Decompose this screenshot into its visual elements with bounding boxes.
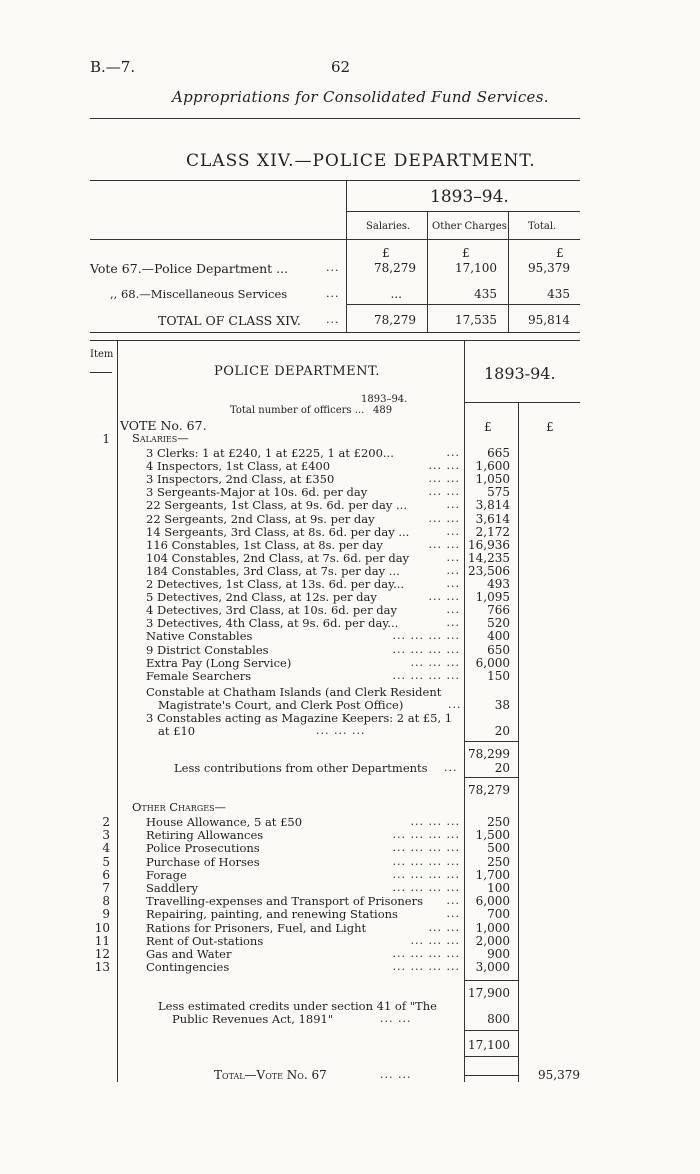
item-label: Item	[90, 349, 114, 360]
document-ref: B.—7.	[90, 58, 136, 76]
chatham-dots: ...	[448, 698, 462, 711]
other-charge-amount: 500	[487, 841, 510, 855]
item-number: 5	[102, 855, 110, 869]
salary-item-amount: 1,050	[475, 472, 510, 486]
vote-total-label: Total—Vote No. 67	[214, 1068, 327, 1082]
summary-row-dots: ...	[326, 261, 340, 274]
other-charge-text: Gas and Water	[146, 947, 232, 961]
item-number: 10	[94, 921, 110, 935]
page-number: 62	[331, 58, 351, 76]
less-contributions-dots: ...	[444, 761, 458, 774]
summary-total-rule	[346, 304, 580, 305]
item-number: 2	[102, 815, 110, 829]
officers-count: 489	[373, 405, 393, 416]
salary-item-text: 3 Detectives, 4th Class, at 9s. 6d. per day...	[146, 616, 399, 630]
less-credits-amount: 800	[487, 1012, 510, 1026]
other-charge-amount: 700	[487, 907, 510, 921]
vote-total-dots: ... ...	[380, 1068, 412, 1081]
less-credits-dots: ... ...	[380, 1012, 412, 1025]
other-charge-dots: ... ... ... ...	[392, 881, 460, 894]
other-charge-dots: ... ... ...	[410, 815, 460, 828]
other-charge-text: Forage	[146, 868, 187, 882]
other-net-bottom-rule	[464, 1056, 518, 1057]
magazine-amount: 20	[494, 724, 510, 738]
other-charge-amount: 1,500	[475, 828, 510, 842]
other-charge-dots: ...	[446, 907, 460, 920]
salary-item-text: 9 District Constables	[146, 643, 269, 657]
salary-item-amount: 2,172	[475, 525, 510, 539]
salary-item-text: Extra Pay (Long Service)	[146, 656, 292, 670]
salary-item-dots: ...	[446, 616, 460, 629]
other-charge-dots: ... ... ...	[410, 934, 460, 947]
other-charge-text: House Allowance, 5 at £50	[146, 815, 303, 829]
salary-item-text: Native Constables	[146, 629, 253, 643]
other-net-rule	[464, 1030, 518, 1031]
magazine-dots: ... ... ...	[316, 724, 366, 737]
salary-item-amount: 400	[487, 629, 510, 643]
salary-item-dots: ...	[446, 577, 460, 590]
vote-total-rule	[464, 1075, 518, 1076]
salary-item-amount: 1,095	[475, 590, 510, 604]
item-number: 13	[94, 960, 110, 974]
salary-item-text: 22 Sergeants, 1st Class, at 9s. 6d. per day ...	[146, 498, 407, 512]
other-charge-amount: 6,000	[475, 894, 510, 908]
vote-total-amount: 95,379	[538, 1068, 580, 1082]
other-charge-text: Police Prosecutions	[146, 841, 260, 855]
salary-item-amount: 150	[487, 669, 510, 683]
summary-row-label: Vote 67.—Police Department ...	[90, 261, 289, 276]
other-charge-dots: ... ... ... ...	[392, 947, 460, 960]
other-charge-text: Repairing, painting, and renewing Stations	[146, 907, 398, 921]
summary-total-label: TOTAL OF CLASS XIV.	[158, 313, 301, 328]
less-contributions-amount: 20	[494, 761, 510, 775]
salary-item-text: 3 Clerks: 1 at £240, 1 at £225, 1 at £200...	[146, 446, 394, 460]
salary-item-dots: ... ...	[428, 538, 460, 551]
salary-item-amount: 3,614	[475, 512, 510, 526]
salary-item-amount: 665	[487, 446, 510, 460]
detail-year-rule	[464, 402, 580, 403]
item-number: 12	[94, 947, 110, 961]
salary-item-text: 2 Detectives, 1st Class, at 13s. 6d. per day...	[146, 577, 405, 591]
salary-item-dots: ...	[446, 446, 460, 459]
other-charge-amount: 1,000	[475, 921, 510, 935]
summary-row-other: 17,100	[455, 261, 497, 275]
salary-item-dots: ... ...	[428, 485, 460, 498]
salary-item-amount: 766	[487, 603, 510, 617]
summary-total-total: 95,814	[528, 313, 570, 327]
currency-salaries: £	[382, 246, 390, 260]
item-number: 8	[102, 894, 110, 908]
salary-item-amount: 1,600	[475, 459, 510, 473]
salary-item-dots: ...	[446, 564, 460, 577]
item-number: 11	[94, 934, 110, 948]
other-charges-heading: Other Charges—	[132, 800, 227, 814]
other-charge-amount: 250	[487, 855, 510, 869]
summary-year: 1893–94.	[430, 187, 509, 207]
salary-item-amount: 6,000	[475, 656, 510, 670]
col-total-header: Total.	[528, 221, 557, 232]
other-charge-text: Contingencies	[146, 960, 230, 974]
salary-item-text: 104 Constables, 2nd Class, at 7s. 6d. per day	[146, 551, 410, 565]
salary-item-dots: ... ... ... ...	[392, 669, 460, 682]
salary-item-dots: ...	[446, 525, 460, 538]
chatham-line-2: Magistrate's Court, and Clerk Post Office)	[158, 698, 404, 712]
other-charge-dots: ... ... ... ...	[392, 960, 460, 973]
salary-item-dots: ... ...	[428, 459, 460, 472]
vote-title: VOTE No. 67.	[120, 418, 207, 433]
salary-item-dots: ... ... ... ...	[392, 629, 460, 642]
amount-column-rule-right	[518, 402, 519, 1082]
other-charge-dots: ... ... ... ...	[392, 855, 460, 868]
summary-divider-2	[427, 211, 428, 332]
other-charge-dots: ...	[446, 894, 460, 907]
summary-row-total: 435	[547, 287, 570, 301]
less-credits-line-1: Less estimated credits under section 41 of "The	[158, 999, 437, 1013]
item-underline	[90, 372, 112, 373]
magazine-line-2: at £10	[158, 724, 196, 738]
salary-item-text: 5 Detectives, 2nd Class, at 12s. per day	[146, 590, 377, 604]
other-charge-dots: ... ... ... ...	[392, 841, 460, 854]
salary-item-text: Female Searchers	[146, 669, 252, 683]
salary-item-amount: 575	[487, 485, 510, 499]
salary-item-text: 4 Detectives, 3rd Class, at 10s. 6d. per day	[146, 603, 397, 617]
other-charge-amount: 900	[487, 947, 510, 961]
summary-row-salaries: 78,279	[374, 261, 416, 275]
less-contributions-label: Less contributions from other Departments	[174, 761, 428, 775]
magazine-line-1: 3 Constables acting as Magazine Keepers: 2 at £5, 1	[146, 711, 453, 725]
currency-detail: £	[484, 420, 492, 434]
summary-total-salaries: 78,279	[374, 313, 416, 327]
salary-item-dots: ...	[446, 551, 460, 564]
item-column-rule	[117, 340, 118, 1082]
salaries-subtotal: 78,299	[468, 747, 510, 761]
other-subtotal-rule	[464, 980, 518, 981]
summary-row-salaries: ...	[390, 287, 402, 301]
salary-item-text: 22 Sergeants, 2nd Class, at 9s. per day	[146, 512, 375, 526]
salary-item-text: 116 Constables, 1st Class, at 8s. per day	[146, 538, 383, 552]
col-other-header: Other Charges.	[432, 221, 510, 232]
salary-item-amount: 16,936	[468, 538, 510, 552]
other-charge-amount: 3,000	[475, 960, 510, 974]
salary-item-dots: ... ...	[428, 590, 460, 603]
other-charge-text: Rent of Out-stations	[146, 934, 264, 948]
salary-item-text: 14 Sergeants, 3rd Class, at 8s. 6d. per day ...	[146, 525, 410, 539]
other-charge-amount: 2,000	[475, 934, 510, 948]
salaries-heading: Salaries—	[132, 431, 189, 445]
salaries-subtotal-rule	[464, 741, 518, 742]
detail-year: 1893-94.	[484, 364, 556, 383]
summary-total-dots: ...	[326, 313, 340, 326]
salary-item-dots: ...	[446, 498, 460, 511]
salaries-net: 78,279	[468, 783, 510, 797]
page-subtitle: Appropriations for Consolidated Fund Services.	[172, 88, 549, 106]
salary-item-amount: 23,506	[468, 564, 510, 578]
summary-head-rule	[90, 239, 580, 240]
salary-item-text: 3 Inspectors, 2nd Class, at £350	[146, 472, 335, 486]
other-charge-dots: ... ... ... ...	[392, 868, 460, 881]
summary-row-other: 435	[474, 287, 497, 301]
chatham-line-1: Constable at Chatham Islands (and Clerk Resident	[146, 685, 442, 699]
salaries-net-rule	[464, 777, 518, 778]
currency-detail-total: £	[546, 420, 554, 434]
salary-item-text: 3 Sergeants-Major at 10s. 6d. per day	[146, 485, 368, 499]
other-charge-text: Travelling-expenses and Transport of Prisoners	[146, 894, 423, 908]
item-number: 9	[102, 907, 110, 921]
item-number: 1	[102, 432, 110, 446]
other-charge-text: Retiring Allowances	[146, 828, 264, 842]
summary-row-dots: ...	[326, 287, 340, 300]
salary-item-amount: 3,814	[475, 498, 510, 512]
officers-label: Total number of officers ...	[230, 405, 365, 416]
currency-total: £	[556, 246, 564, 260]
other-charge-text: Saddlery	[146, 881, 198, 895]
item-number: 4	[102, 841, 110, 855]
other-charge-amount: 100	[487, 881, 510, 895]
other-charge-text: Purchase of Horses	[146, 855, 260, 869]
other-subtotal: 17,900	[468, 986, 510, 1000]
salary-item-amount: 14,235	[468, 551, 510, 565]
other-charge-amount: 1,700	[475, 868, 510, 882]
officers-year: 1893–94.	[361, 394, 408, 405]
item-number: 7	[102, 881, 110, 895]
summary-bottom-rule	[90, 332, 580, 333]
other-charge-dots: ... ...	[428, 921, 460, 934]
other-net: 17,100	[468, 1038, 510, 1052]
salary-item-text: 4 Inspectors, 1st Class, at £400	[146, 459, 331, 473]
summary-row-total: 95,379	[528, 261, 570, 275]
col-salaries-header: Salaries.	[366, 221, 411, 232]
salary-item-dots: ...	[446, 603, 460, 616]
salary-item-dots: ... ... ...	[410, 656, 460, 669]
salary-item-amount: 493	[487, 577, 510, 591]
other-charge-amount: 250	[487, 815, 510, 829]
class-title: CLASS XIV.—POLICE DEPARTMENT.	[186, 151, 536, 171]
detail-heading: POLICE DEPARTMENT.	[214, 364, 380, 379]
other-charge-dots: ... ... ... ...	[392, 828, 460, 841]
chatham-amount: 38	[494, 698, 510, 712]
amount-column-rule-left	[464, 340, 465, 1082]
item-number: 6	[102, 868, 110, 882]
summary-row-label: ,, 68.—Miscellaneous Services	[110, 287, 288, 301]
summary-top-rule	[90, 180, 580, 181]
currency-other: £	[462, 246, 470, 260]
salary-item-dots: ... ...	[428, 472, 460, 485]
summary-year-rule	[346, 211, 580, 212]
salary-item-amount: 650	[487, 643, 510, 657]
less-credits-line-2: Public Revenues Act, 1891"	[172, 1012, 334, 1026]
salary-item-amount: 520	[487, 616, 510, 630]
summary-total-other: 17,535	[455, 313, 497, 327]
summary-divider-1	[346, 180, 347, 332]
item-number: 3	[102, 828, 110, 842]
salary-item-dots: ... ... ... ...	[392, 643, 460, 656]
salary-item-dots: ... ...	[428, 512, 460, 525]
detail-top-rule	[90, 340, 580, 341]
salary-item-text: 184 Constables, 3rd Class, at 7s. per day ...	[146, 564, 400, 578]
other-charge-text: Rations for Prisoners, Fuel, and Light	[146, 921, 367, 935]
header-rule	[90, 118, 580, 119]
